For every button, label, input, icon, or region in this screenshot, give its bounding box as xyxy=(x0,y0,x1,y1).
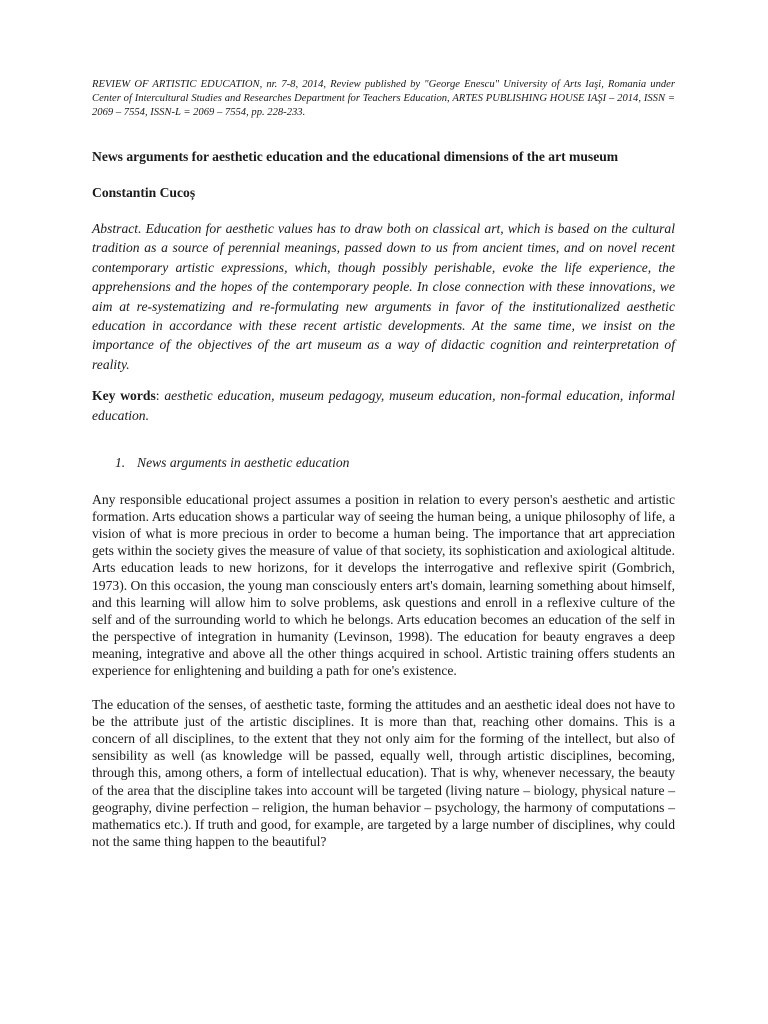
document-content xyxy=(92,78,675,850)
section-number: 1. xyxy=(115,455,126,471)
keywords-list: aesthetic education, museum pedagogy, museum education, non-formal education, informal education. xyxy=(92,388,675,423)
section-title: News arguments in aesthetic education xyxy=(137,455,350,471)
journal-citation-header: REVIEW OF ARTISTIC EDUCATION, nr. 7-8, 2014, Review published by "George Enescu" University of Arts Iaşi, Romania under Center of Intercultural Studies and Researches Department for Teachers Education, ARTES PUBLISHING HOUSE IAŞI – 2014, ISSN = 2069 – 7554, ISSN-L = 2069 – 7554, pp. 228-233. xyxy=(92,79,675,118)
keywords xyxy=(92,386,675,425)
body-paragraph: The education of the senses, of aesthetic taste, forming the attitudes and an aesthetic ideal does not have to be the attribute just of the artistic disciplines. It is more than that, reaching other domains. This is a concern of all disciplines, to the extent that they not only aim for the forming of the intellect, but also of sensibility as well (as knowledge will be passed, equally well, through artistic disciplines, becoming, through this, among others, a form of intellectual education). That is why, whenever necessary, the beauty of the area that the discipline takes into account will be targeted (living nature – biology, physical nature – geography, divine perfection – religion, the human behavior – psychology, the harmony of computations – mathematics etc.). If truth and good, for example, are targeted by a large number of disciplines, why could not the same thing happen to the beautiful? xyxy=(92,697,675,849)
author-name: Constantin Cucoș xyxy=(92,185,196,200)
body-paragraph: Any responsible educational project assumes a position in relation to every person's aesthetic and artistic formation. Arts education shows a particular way of seeing the human being, a unique philosophy of life, a vision of what is more precious in order to become a human being. The importance that art appreciation gets within the society gives the measure of value of that society, its sophistication and axiological altitude. Arts education leads to new horizons, for it develops the interrogative and reflexive spirit (Gombrich, 1973). On this occasion, the young man consciously enters art's domain, learning something about himself, and this learning will allow him to solve problems, ask questions and enroll in a reflexive culture of the self and of the surrounding world to which he belongs. Arts education becomes an education of the self in the perspective of integration in humanity (Levinson, 1998). The education for beauty engraves a deep meaning, integrative and above all the other things acquired in school. Artistic training offers students an experience for enlightening and building a path for one's existence. xyxy=(92,492,675,678)
keywords-label: Key words xyxy=(92,388,156,404)
section-heading xyxy=(92,453,675,472)
keywords-separator: : xyxy=(155,388,160,404)
paper-title: News arguments for aesthetic education and the educational dimensions of the art museum xyxy=(92,149,619,164)
abstract: Abstract. Education for aesthetic values has to draw both on classical art, which is based on the cultural tradition as a source of perennial meanings, passed down to us from ancient times, and on novel recent contemporary artistic expressions, which, though possibly perishable, evoke the life experience, the apprehensions and the hopes of the contemporary people. In close connection with these innovations, we aim at re-systematizing and re-formulating new arguments in favor of the institutionalized aesthetic education in accordance with these recent artistic developments. At the same time, we insist on the importance of the objectives of the art museum as a way of didactic cognition and reinterpretation of reality. xyxy=(92,221,675,372)
